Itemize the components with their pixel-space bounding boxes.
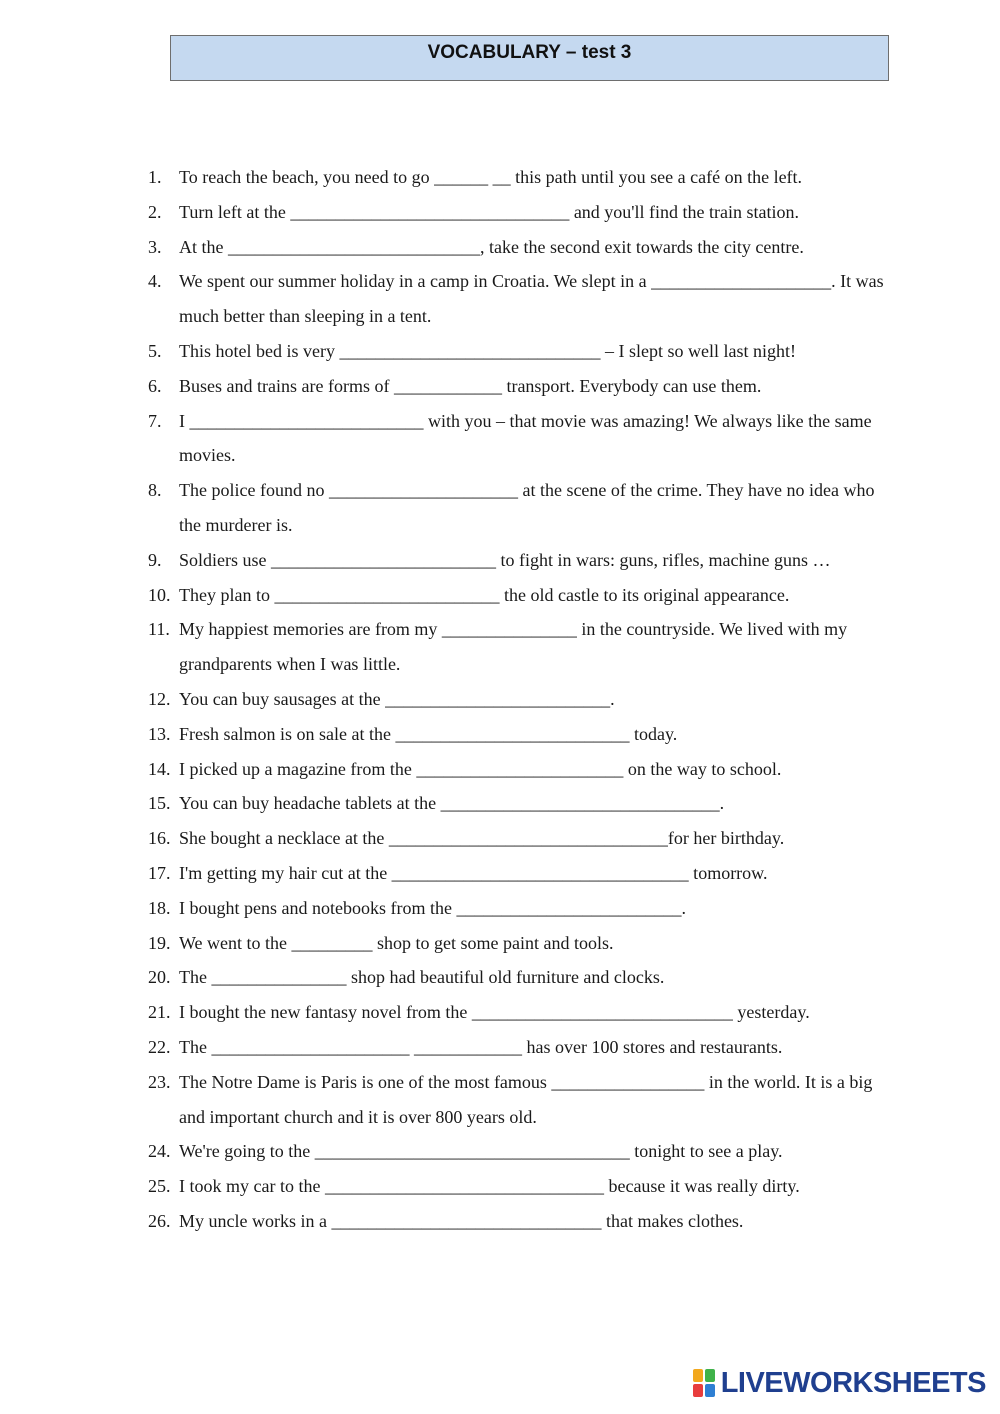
question-text: You can buy headache tablets at the _______________________________.: [179, 793, 725, 814]
question-number: 6.: [148, 375, 162, 396]
question-item: [148, 995, 888, 1030]
logo-tile: [705, 1369, 715, 1382]
question-text: We're going to the ___________________________________ tonight to see a play.: [179, 1141, 783, 1162]
question-number: 10.: [148, 584, 171, 605]
question-number: 16.: [148, 828, 171, 849]
question-item: [148, 195, 888, 230]
page-title: VOCABULARY – test 3: [427, 42, 632, 63]
question-text: We went to the _________ shop to get some paint and tools.: [179, 932, 614, 953]
question-number: 21.: [148, 1002, 171, 1023]
question-text: The ______________________ ____________ has over 100 stores and restaurants.: [179, 1036, 783, 1057]
question-text: To reach the beach, you need to go ______ __ this path until you see a café on the left.: [179, 167, 803, 187]
question-item: [148, 1030, 888, 1065]
question-text: At the ____________________________, take the second exit towards the city centre.: [179, 236, 804, 257]
question-item: [148, 926, 888, 961]
question-item: [148, 752, 888, 787]
question-number: 13.: [148, 723, 171, 744]
question-item: [148, 1065, 888, 1135]
question-number: 4.: [148, 271, 162, 292]
question-number: 19.: [148, 932, 171, 953]
question-text: I'm getting my hair cut at the _________________________________ tomorrow.: [179, 862, 768, 883]
question-number: 12.: [148, 688, 171, 709]
question-text: Turn left at the _______________________________ and you'll find the train station.: [179, 201, 800, 222]
question-text: This hotel bed is very _____________________________ – I slept so well last night!: [179, 340, 796, 361]
logo-tile: [705, 1384, 715, 1397]
question-item: [148, 578, 888, 613]
question-item: [148, 543, 888, 578]
question-item: [148, 369, 888, 404]
question-item: [148, 264, 888, 334]
question-text: You can buy sausages at the _________________________.: [179, 688, 615, 709]
question-text: I picked up a magazine from the _______________________ on the way to school.: [179, 758, 782, 779]
question-number: 3.: [148, 236, 162, 257]
question-item: [148, 891, 888, 926]
question-number: 1.: [148, 167, 162, 187]
question-number: 18.: [148, 897, 171, 918]
logo-text: LIVEWORKSHEETS: [720, 1366, 986, 1399]
question-item: [148, 160, 888, 195]
question-number: 2.: [148, 201, 162, 222]
question-number: 8.: [148, 480, 162, 501]
question-text: They plan to _________________________ the old castle to its original appearance.: [179, 584, 790, 605]
question-text: I __________________________ with you – that movie was amazing! We always like the same movies.: [179, 410, 877, 466]
question-text: The police found no _____________________ at the scene of the crime. They have no idea who the murderer is.: [179, 480, 879, 535]
question-item: [148, 960, 888, 995]
liveworksheets-logo[interactable]: [693, 1366, 986, 1400]
question-number: 14.: [148, 758, 171, 779]
question-text: She bought a necklace at the _______________________________for her birthday.: [179, 828, 785, 849]
question-number: 24.: [148, 1141, 171, 1162]
question-item: [148, 473, 888, 543]
question-item: [148, 821, 888, 856]
question-number: 15.: [148, 793, 171, 814]
question-item: [148, 404, 888, 474]
question-number: 17.: [148, 862, 171, 883]
question-item: [148, 717, 888, 752]
question-text: The _______________ shop had beautiful old furniture and clocks.: [179, 967, 665, 988]
question-number: 23.: [148, 1071, 171, 1092]
liveworksheets-logo-icon: [693, 1369, 715, 1397]
logo-tile: [693, 1369, 703, 1382]
question-item: [148, 334, 888, 369]
question-text: We spent our summer holiday in a camp in Croatia. We slept in a ____________________. It was much better than sleeping in a tent.: [179, 271, 889, 327]
question-text: Buses and trains are forms of ____________ transport. Everybody can use them.: [179, 375, 762, 396]
question-item: [148, 786, 888, 821]
question-number: 25.: [148, 1176, 171, 1197]
question-item: [148, 230, 888, 265]
question-item: [148, 612, 888, 682]
title-box: [170, 35, 889, 81]
question-text: The Notre Dame is Paris is one of the most famous _________________ in the world. It is a big and important church and it is over 800 years old.: [179, 1071, 877, 1127]
logo-tile: [693, 1384, 703, 1397]
question-list: [148, 160, 888, 1239]
question-number: 20.: [148, 967, 171, 988]
question-number: 7.: [148, 410, 162, 431]
question-item: [148, 856, 888, 891]
question-text: My happiest memories are from my _______________ in the countryside. We lived with my grandparents when I was little.: [179, 619, 852, 675]
question-number: 5.: [148, 340, 162, 361]
question-item: [148, 682, 888, 717]
question-text: I took my car to the _______________________________ because it was really dirty.: [179, 1176, 800, 1197]
question-number: 9.: [148, 549, 162, 570]
question-item: [148, 1134, 888, 1169]
question-item: [148, 1204, 888, 1239]
question-number: 22.: [148, 1036, 171, 1057]
question-text: I bought the new fantasy novel from the _____________________________ yesterday.: [179, 1002, 810, 1023]
question-text: My uncle works in a ______________________________ that makes clothes.: [179, 1210, 744, 1231]
question-text: Soldiers use _________________________ to fight in wars: guns, rifles, machine guns …: [179, 549, 831, 570]
question-number: 11.: [148, 619, 170, 640]
question-text: I bought pens and notebooks from the _________________________.: [179, 897, 686, 918]
question-text: Fresh salmon is on sale at the __________________________ today.: [179, 723, 678, 744]
question-number: 26.: [148, 1210, 171, 1231]
question-item: [148, 1169, 888, 1204]
